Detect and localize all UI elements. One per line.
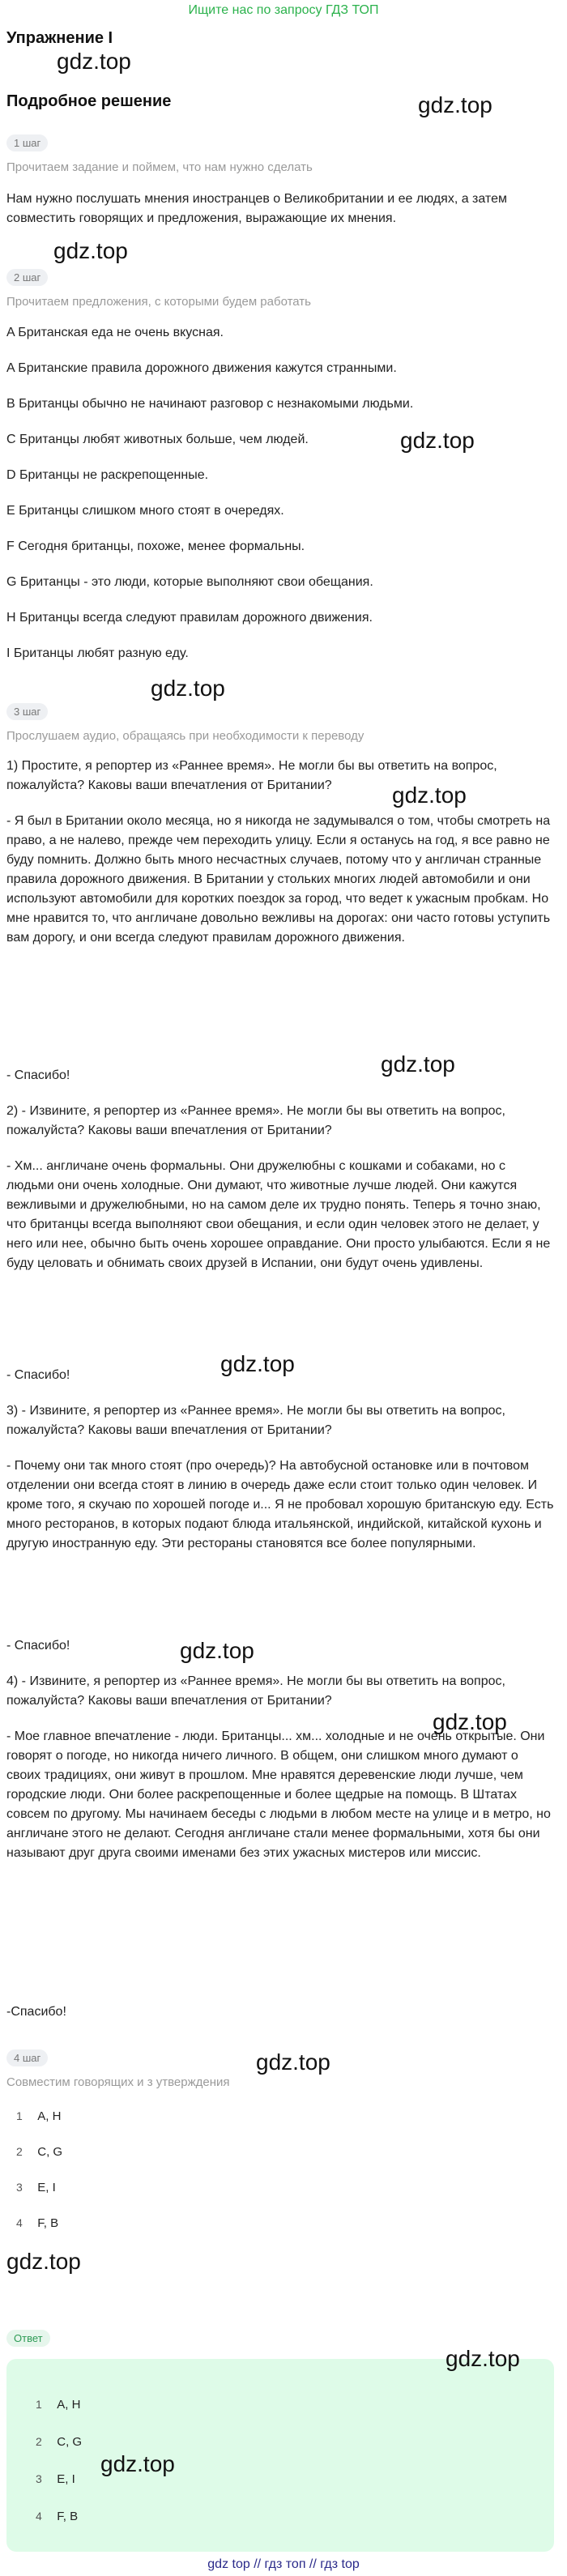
- answer-number: 1: [36, 2398, 42, 2411]
- sentence-item: A Британская еда не очень вкусная.: [6, 326, 224, 339]
- match-number: 2: [16, 2145, 23, 2158]
- match-number: 4: [16, 2216, 23, 2229]
- match-value: C, G: [37, 2145, 63, 2159]
- answer-item: [36, 2435, 82, 2450]
- answer-value: A, H: [57, 2398, 81, 2412]
- sentence-item: G Британцы - это люди, которые выполняют свои обещания.: [6, 575, 373, 589]
- watermark: gdz.top: [381, 1051, 455, 1077]
- answer-item: [36, 2398, 80, 2412]
- watermark: gdz.top: [53, 238, 128, 263]
- step-hint: Совместим говорящих и з утверждения: [6, 2075, 230, 2089]
- answer-item: [36, 2472, 75, 2487]
- answer-badge: Ответ: [6, 2330, 50, 2347]
- audio-question: 2) - Извините, я репортер из «Раннее время». Не могли бы вы ответить на вопрос, пожалуйста? Каковы ваши впечатления от Британии?: [6, 1104, 505, 1137]
- audio-answer: - Хм... англичане очень формальны. Они дружелюбны с кошками и собаками, но с людьми они очень холодные. Они думают, что животные лучше людей. Они кажутся вежливыми и дружелюбными, но на самом деле их трудно понять. Теперь я точно знаю, что британцы всегда выполняют свои обещания, и если один человек этого не делает, у него или нее, обычно быть очень хорошее оправдание. Они просто улыбаются. Если я не буду целовать и обнимать своих друзей в Испании, они будут очень удивлены.: [6, 1159, 551, 1270]
- step-badge: 1 шаг: [6, 134, 48, 151]
- sentence-item: E Британцы слишком много стоят в очередях.: [6, 504, 284, 518]
- exercise-title: Упражнение I: [6, 29, 113, 47]
- step-text: Нам нужно послушать мнения иностранцев о Великобритании и ее людях, а затем совместить говорящих и предложения, выражающие их мнения.: [6, 192, 507, 225]
- step-badge: 3 шаг: [6, 703, 48, 720]
- step-badge: 2 шаг: [6, 269, 48, 286]
- audio-question: 3) - Извините, я репортер из «Раннее время». Не могли бы вы ответить на вопрос, пожалуйста? Каковы ваши впечатления от Британии?: [6, 1404, 505, 1437]
- search-hint-link[interactable]: Ищите нас по запросу ГДЗ ТОП: [188, 3, 379, 17]
- audio-thanks: -Спасибо!: [6, 2005, 66, 2019]
- step-hint: Прослушаем аудио, обращаясь при необходимости к переводу: [6, 729, 364, 743]
- sentence-item: B Британцы обычно не начинают разговор с незнакомыми людьми.: [6, 397, 414, 411]
- match-number: 3: [16, 2181, 23, 2194]
- sentence-item: H Британцы всегда следуют правилам дорожного движения.: [6, 611, 373, 625]
- watermark: gdz.top: [151, 676, 225, 701]
- footer-links[interactable]: gdz top // гдз топ // гдз top: [207, 2557, 360, 2571]
- answer-box: [6, 2359, 554, 2552]
- watermark: gdz.top: [100, 2451, 175, 2476]
- watermark: gdz.top: [392, 783, 467, 808]
- answer-value: E, I: [57, 2472, 75, 2486]
- audio-question: 4) - Извините, я репортер из «Раннее время». Не могли бы вы ответить на вопрос, пожалуйста? Каковы ваши впечатления от Британии?: [6, 1674, 505, 1708]
- audio-thanks: - Спасибо!: [6, 1639, 70, 1653]
- watermark: gdz.top: [6, 2249, 81, 2274]
- answer-number: 4: [36, 2510, 42, 2523]
- sentence-item: C Британцы любят животных больше, чем людей.: [6, 433, 309, 446]
- watermark: gdz.top: [433, 1709, 507, 1734]
- sentence-item: I Британцы любят разную еду.: [6, 646, 189, 660]
- match-item: [16, 2216, 58, 2231]
- watermark: gdz.top: [418, 92, 492, 117]
- watermark: gdz.top: [180, 1638, 254, 1663]
- match-value: F, B: [37, 2216, 59, 2230]
- match-item: [16, 2145, 62, 2160]
- match-item: [16, 2109, 61, 2124]
- watermark: gdz.top: [400, 428, 475, 453]
- watermark: gdz.top: [446, 2346, 520, 2371]
- answer-item: [36, 2510, 78, 2524]
- match-item: [16, 2181, 56, 2195]
- solution-title: Подробное решение: [6, 92, 172, 110]
- step-hint: Прочитаем задание и поймем, что нам нужно сделать: [6, 160, 313, 174]
- answer-number: 2: [36, 2435, 42, 2448]
- audio-answer: - Я был в Британии около месяца, но я никогда не задумывался о том, чтобы смотреть на право, а не налево, прежде чем переходить улицу. Если я останусь на год, я все равно не буду помнить. Должно быть много несчастных случаев, потому что у англичан странные правила дорожного движения. В Британии у стольких многих людей автомобили и они используют автомобили для коротких поездок за город, что ведет к ужасным пробкам. Но мне нравится то, что англичане довольно вежливы на дорогах: они часто готовы уступить вам дорогу, и они всегда следуют правилам дорожного движения.: [6, 814, 551, 945]
- answer-value: C, G: [57, 2435, 83, 2449]
- step-hint: Прочитаем предложения, с которыми будем работать: [6, 295, 311, 309]
- audio-answer: - Почему они так много стоят (про очередь)? На автобусной остановке или в почтовом отделении они всегда стоят в линию в очередь даже если стоит только один человек. И кроме того, я скучаю по хорошей погоде и... Я не пробовал хорошую британскую еду. Есть много ресторанов, в которых подают блюда итальянской, индийской, китайской кухонь и другую иностранную еду. Эти рестораны становятся все более популярными.: [6, 1459, 554, 1550]
- step-badge: 4 шаг: [6, 2049, 48, 2066]
- watermark: gdz.top: [256, 2049, 330, 2075]
- answer-number: 3: [36, 2472, 42, 2485]
- match-value: E, I: [37, 2181, 56, 2194]
- audio-question: 1) Простите, я репортер из «Раннее время». Не могли бы вы ответить на вопрос, пожалуйста? Каковы ваши впечатления от Британии?: [6, 759, 497, 792]
- audio-answer: - Мое главное впечатление - люди. Британцы... хм... холодные и не очень открытые. Они говорят о погоде, но никогда ничего личного. В общем, они слишком много думают о своих традициях, они живут в прошлом. Мне нравятся деревенские люди лучше, чем городские люди. Они более раскрепощенные и более щедрые на помощь. В Штатах совсем по другому. Мы начинаем беседы с людьми в любом месте на улице и в метро, но англичане этого не делают. Сегодня англичане стали менее формальными, хотя бы они называют друг друга своими именами без этих ужасных мистеров или миссис.: [6, 1729, 551, 1860]
- match-number: 1: [16, 2109, 23, 2122]
- answer-value: F, B: [57, 2510, 79, 2523]
- audio-thanks: - Спасибо!: [6, 1368, 70, 1382]
- sentence-item: F Сегодня британцы, похоже, менее формальны.: [6, 540, 305, 553]
- sentence-item: D Британцы не раскрепощенные.: [6, 468, 209, 482]
- watermark: gdz.top: [57, 49, 131, 74]
- watermark: gdz.top: [220, 1351, 295, 1376]
- sentence-item: A Британские правила дорожного движения кажутся странными.: [6, 361, 397, 375]
- match-value: A, H: [37, 2109, 62, 2123]
- audio-thanks: - Спасибо!: [6, 1068, 70, 1082]
